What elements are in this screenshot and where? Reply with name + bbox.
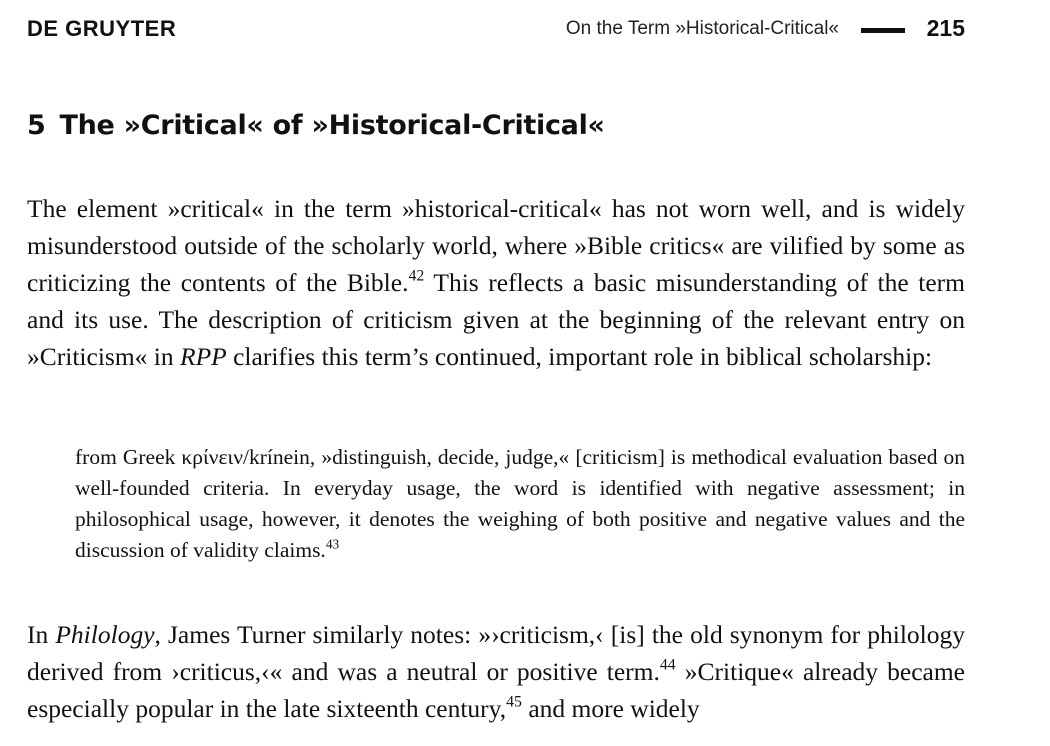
- quote-text: from Greek κρίνειν/krínein, »distinguish, decide, judge,« [criticism] is methodical evaluation based on well-founded criteria. In everyday usage, the word is identified with negative assessment; in philosophical usage, however, it denotes the weighing of both positive and negative values and the discussion of validity claims.: [75, 445, 965, 562]
- paragraph-text: »Critique« already became especially popular in the late sixteenth century,: [27, 657, 965, 723]
- paragraph-text: and more widely: [521, 694, 700, 723]
- body-paragraph: [27, 616, 965, 727]
- footnote-ref[interactable]: 42: [408, 267, 425, 285]
- body-paragraph: [27, 190, 965, 375]
- section-title: The »Critical« of »Historical-Critical«: [59, 110, 605, 141]
- footnote-ref[interactable]: 45: [506, 693, 522, 711]
- italic-title: Philology: [55, 620, 155, 649]
- section-number: 5: [27, 110, 46, 141]
- publisher-name: DE GRUYTER: [27, 16, 177, 41]
- running-header: [27, 14, 965, 44]
- paragraph-text: This reflects a basic misunderstanding of the term and its use. The description of criticism given at the beginning of the relevant entry on »Criticism« in: [27, 268, 965, 371]
- paragraph-text: In: [27, 620, 56, 649]
- page-number: 215: [926, 15, 965, 41]
- paragraph-text: The element »critical« in the term »historical-critical« has not worn well, and is widely misunderstood outside of the scholarly world, where »Bible critics« are vilified by some as criticizing the contents of the Bible.: [27, 194, 965, 297]
- running-title: On the Term »Historical-Critical«: [565, 18, 839, 39]
- paragraph-text: clarifies this term’s continued, important role in biblical scholarship:: [226, 342, 933, 371]
- footnote-ref[interactable]: 44: [659, 656, 676, 674]
- footnote-ref[interactable]: 43: [325, 536, 340, 552]
- italic-title: RPP: [180, 342, 227, 371]
- header-rule: [861, 28, 905, 33]
- section-heading: [27, 110, 605, 141]
- block-quote: [75, 442, 965, 566]
- paragraph-text: , James Turner similarly notes: »›criticism,‹ [is] the old synonym for philology derived from ›criticus,‹« and was a neutral or positive term.: [27, 620, 966, 686]
